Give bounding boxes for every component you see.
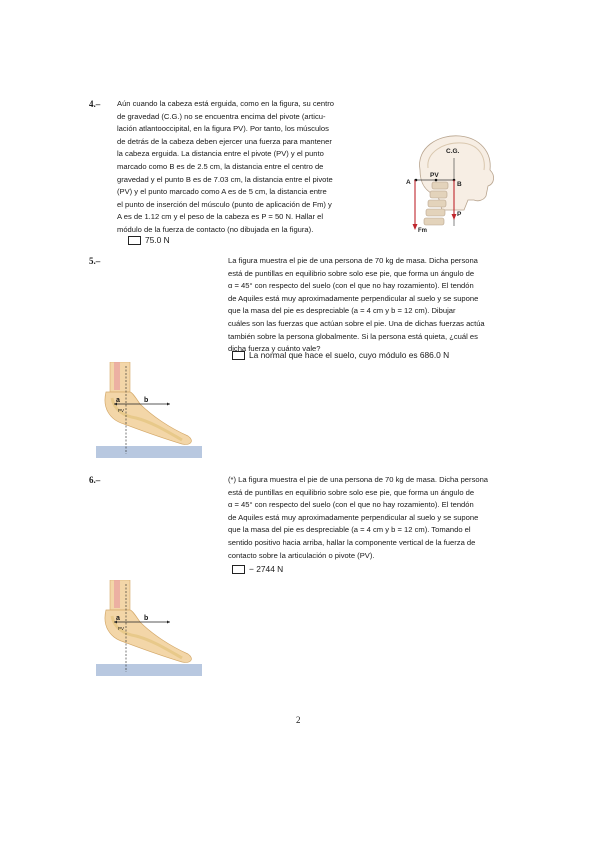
text-line: (*) La figura muestra el pie de una persona de 70 kg de masa. Dicha persona <box>228 475 489 484</box>
text-line: que la masa del pie es despreciable (a = 4 cm y b = 12 cm). Dibujar <box>228 306 456 316</box>
text-line: gravedad y el punto B es de 7.03 cm, la distancia entre el pivote <box>117 174 333 184</box>
label-b: b <box>144 397 149 404</box>
text-line: marcado como B es de 2.5 cm, la distancia entre el centro de <box>117 161 324 171</box>
arrowhead-right <box>167 621 170 624</box>
label-cg: C.G. <box>446 148 460 155</box>
text-line: de Aquiles está muy aproximadamente perpendicular al suelo y se supone <box>228 512 479 522</box>
text-line: α = 45° con respecto del suelo (con el que no hay rozamiento). El tendón <box>228 281 474 291</box>
text-line: sentido positivo hacia arriba, hallar la componente vertical de la fuerza de <box>228 537 476 547</box>
answer-checkbox[interactable] <box>232 351 245 360</box>
text-line: de detrás de la cabeza deben ejercer una fuerza para mantener <box>117 136 332 146</box>
foot-figure <box>96 580 202 676</box>
floor <box>96 664 202 676</box>
arrowhead-right <box>167 403 170 406</box>
text-line: α = 45° con respecto del suelo (con el que no hay rozamiento). El tendón <box>228 500 474 510</box>
label-fm: Fm <box>418 228 427 234</box>
label-b: B <box>457 181 462 188</box>
answer-text: La normal que hace el suelo, cuyo módulo es 686.0 N <box>249 350 450 360</box>
label-b: b <box>144 615 149 622</box>
text-line: Aún cuando la cabeza está erguida, como en la figura, su centro <box>117 99 334 108</box>
label-pv: PV <box>118 626 125 631</box>
text-line: también sobre la persona globalmente. Si la persona está quieta, ¿cuál es <box>228 331 478 341</box>
weight-arrowhead <box>452 214 457 220</box>
head-figure <box>402 130 498 234</box>
text-line: la cabeza erguida. La distancia entre el pivote (PV) y el punto <box>117 149 324 159</box>
foot-figure <box>96 362 202 458</box>
answer-row <box>128 235 170 245</box>
label-a: A <box>406 179 411 186</box>
label-a: a <box>116 615 120 622</box>
answer-text: − 2744 N <box>249 564 284 574</box>
text-line: módulo de la fuerza de contacto (no dibujada en la figura). <box>117 224 314 234</box>
text-line: dicha fuerza y cuánto vale? <box>228 344 321 354</box>
answer-checkbox[interactable] <box>232 565 245 574</box>
text-line: (PV) y el punto marcado como A es de 5 cm, la distancia entre <box>117 187 327 197</box>
label-p: P <box>457 211 462 218</box>
point-pv <box>435 179 438 182</box>
text-line: cuáles son las fuerzas que actúan sobre el pie. Una de dichas fuerzas actúa <box>228 318 485 328</box>
text-line: lación atlantooccipital, en la figura PV). Por tanto, los músculos <box>117 124 329 134</box>
problem-4-text <box>117 98 363 237</box>
text-line: que la masa del pie es despreciable (a = 4 cm y b = 12 cm). Tomando el <box>228 525 471 535</box>
label-pv: PV <box>430 172 439 179</box>
page-number: 2 <box>296 715 301 725</box>
problem-6-text <box>228 474 510 562</box>
text-line: está de puntillas en equilibrio sobre solo ese pie, que forma un ángulo de <box>228 268 475 278</box>
problem-5-text <box>228 255 510 356</box>
answer-text: 75.0 N <box>145 235 170 245</box>
text-line: contacto sobre la articulación o pivote (PV). <box>228 550 375 560</box>
achilles-tendon <box>114 362 120 390</box>
text-line: de gravedad (C.G.) no se encuentra encima del pivote (articu- <box>117 111 326 121</box>
problem-number: 4.– <box>89 99 101 109</box>
achilles-tendon <box>114 580 120 608</box>
text-line: está de puntillas en equilibrio sobre solo ese pie, que forma un ángulo de <box>228 487 475 497</box>
label-pv: PV <box>118 408 125 413</box>
answer-row <box>232 350 449 360</box>
text-line: A es de 1.12 cm y el peso de la cabeza es P = 50 N. Hallar el <box>117 212 324 222</box>
problem-number: 6.– <box>89 475 101 485</box>
answer-checkbox[interactable] <box>128 236 141 245</box>
text-line: de Aquiles está muy aproximadamente perpendicular al suelo y se supone <box>228 293 479 303</box>
label-a: a <box>116 397 120 404</box>
text-line: La figura muestra el pie de una persona de 70 kg de masa. Dicha persona <box>228 256 478 265</box>
floor <box>96 446 202 458</box>
text-line: el punto de inserción del músculo (punto de aplicación de Fm) y <box>117 199 332 209</box>
problem-number: 5.– <box>89 256 101 266</box>
fm-arrowhead <box>413 224 418 230</box>
answer-row <box>232 564 283 574</box>
